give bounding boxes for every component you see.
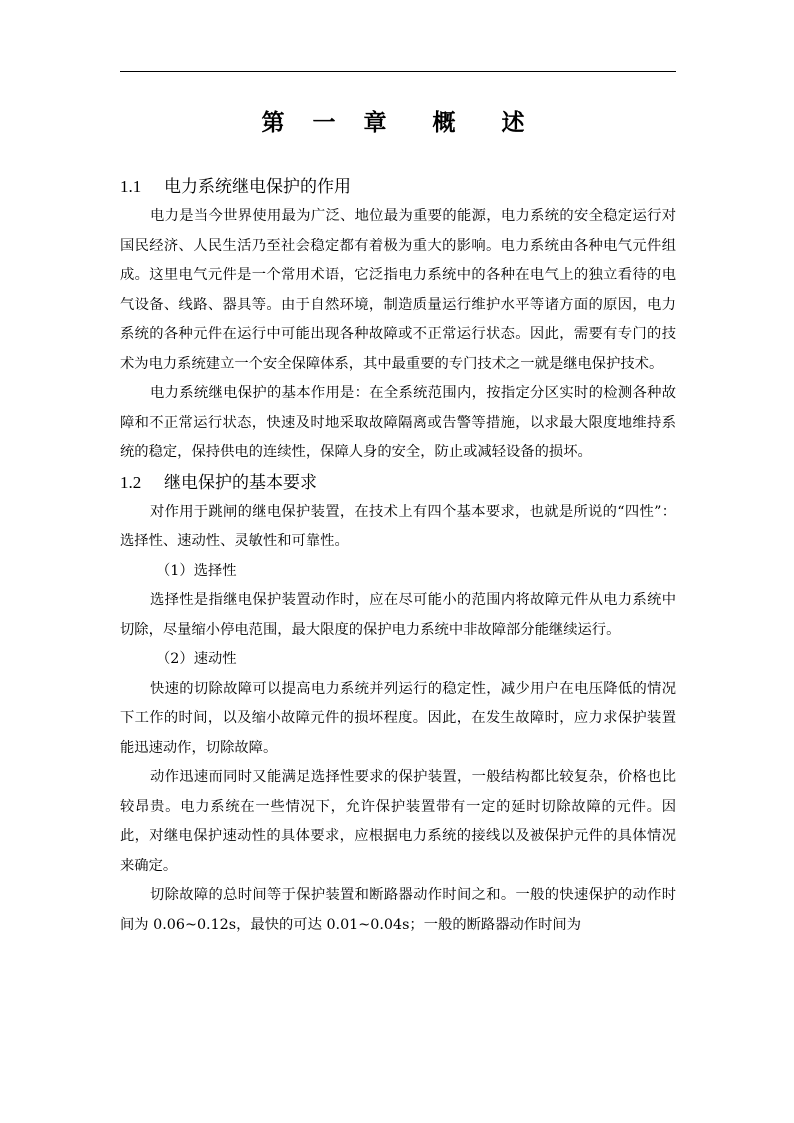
chapter-title: 第 一 章 概 述 xyxy=(261,109,535,136)
section-heading-1-2 xyxy=(120,468,676,498)
paragraph: 切除故障的总时间等于保护装置和断路器动作时间之和。一般的快速保护的动作时间为 0.06~0.12s，最快的可达 0.01~0.04s；一般的断路器动作时间为 xyxy=(120,887,676,933)
paragraph: 对作用于跳闸的继电保护装置，在技术上有四个基本要求，也就是所说的“四性”：选择性、速动性、灵敏性和可靠性。 xyxy=(120,503,676,549)
paragraph: 电力系统继电保护的基本作用是：在全系统范围内，按指定分区实时的检测各种故障和不正常运行状态，快速及时地采取故障隔离或告警等措施，以求最大限度地维持系统的稳定，保持供电的连续性，保障人身的安全，防止或减轻设备的损坏。 xyxy=(120,385,676,460)
page-content xyxy=(120,94,676,940)
section-number: 1.1 xyxy=(120,177,142,196)
header-rule xyxy=(120,71,676,72)
section-number: 1.2 xyxy=(120,472,142,492)
section-title: 电力系统继电保护的作用 xyxy=(164,177,351,197)
paragraph: 快速的切除故障可以提高电力系统并列运行的稳定性，减少用户在电压降低的情况下工作的时间，以及缩小故障元件的损坏程度。因此，在发生故障时，应力求保护装置能迅速动作，切除故障。 xyxy=(120,680,676,756)
section-heading-1-1 xyxy=(120,172,676,202)
paragraph: 电力是当今世界使用最为广泛、地位最为重要的能源，电力系统的安全稳定运行对国民经济、人民生活乃至社会稳定都有着极为重大的影响。电力系统由各种电气元件组成。这里电气元件是一个常用术语，它泛指电力系统中的各种在电气上的独立看待的电气设备、线路、器具等。由于自然环境，制造质量运行维护水平等诸方面的原因，电力系统的各种元件在运行中可能出现各种故障或不正常运行状态。因此，需要有专门的技术为电力系统建立一个安全保障体系，其中最重要的专门技术之一就是继电保护技术。 xyxy=(120,208,676,372)
section-title: 继电保护的基本要求 xyxy=(164,472,317,493)
paragraph: 选择性是指继电保护装置动作时，应在尽可能小的范围内将故障元件从电力系统中切除，尽量缩小停电范围，最大限度的保护电力系统中非故障部分能继续运行。 xyxy=(120,592,676,638)
paragraph: 动作迅速而同时又能满足选择性要求的保护装置，一般结构都比较复杂，价格也比较昂贵。电力系统在一些情况下，允许保护装置带有一定的延时切除故障的元件。因此，对继电保护速动性的具体要求，应根据电力系统的接线以及被保护元件的具体情况来确定。 xyxy=(120,769,676,874)
subheading-speed: （2）速动性 xyxy=(156,651,237,667)
subheading-selectivity: （1）选择性 xyxy=(156,562,237,579)
